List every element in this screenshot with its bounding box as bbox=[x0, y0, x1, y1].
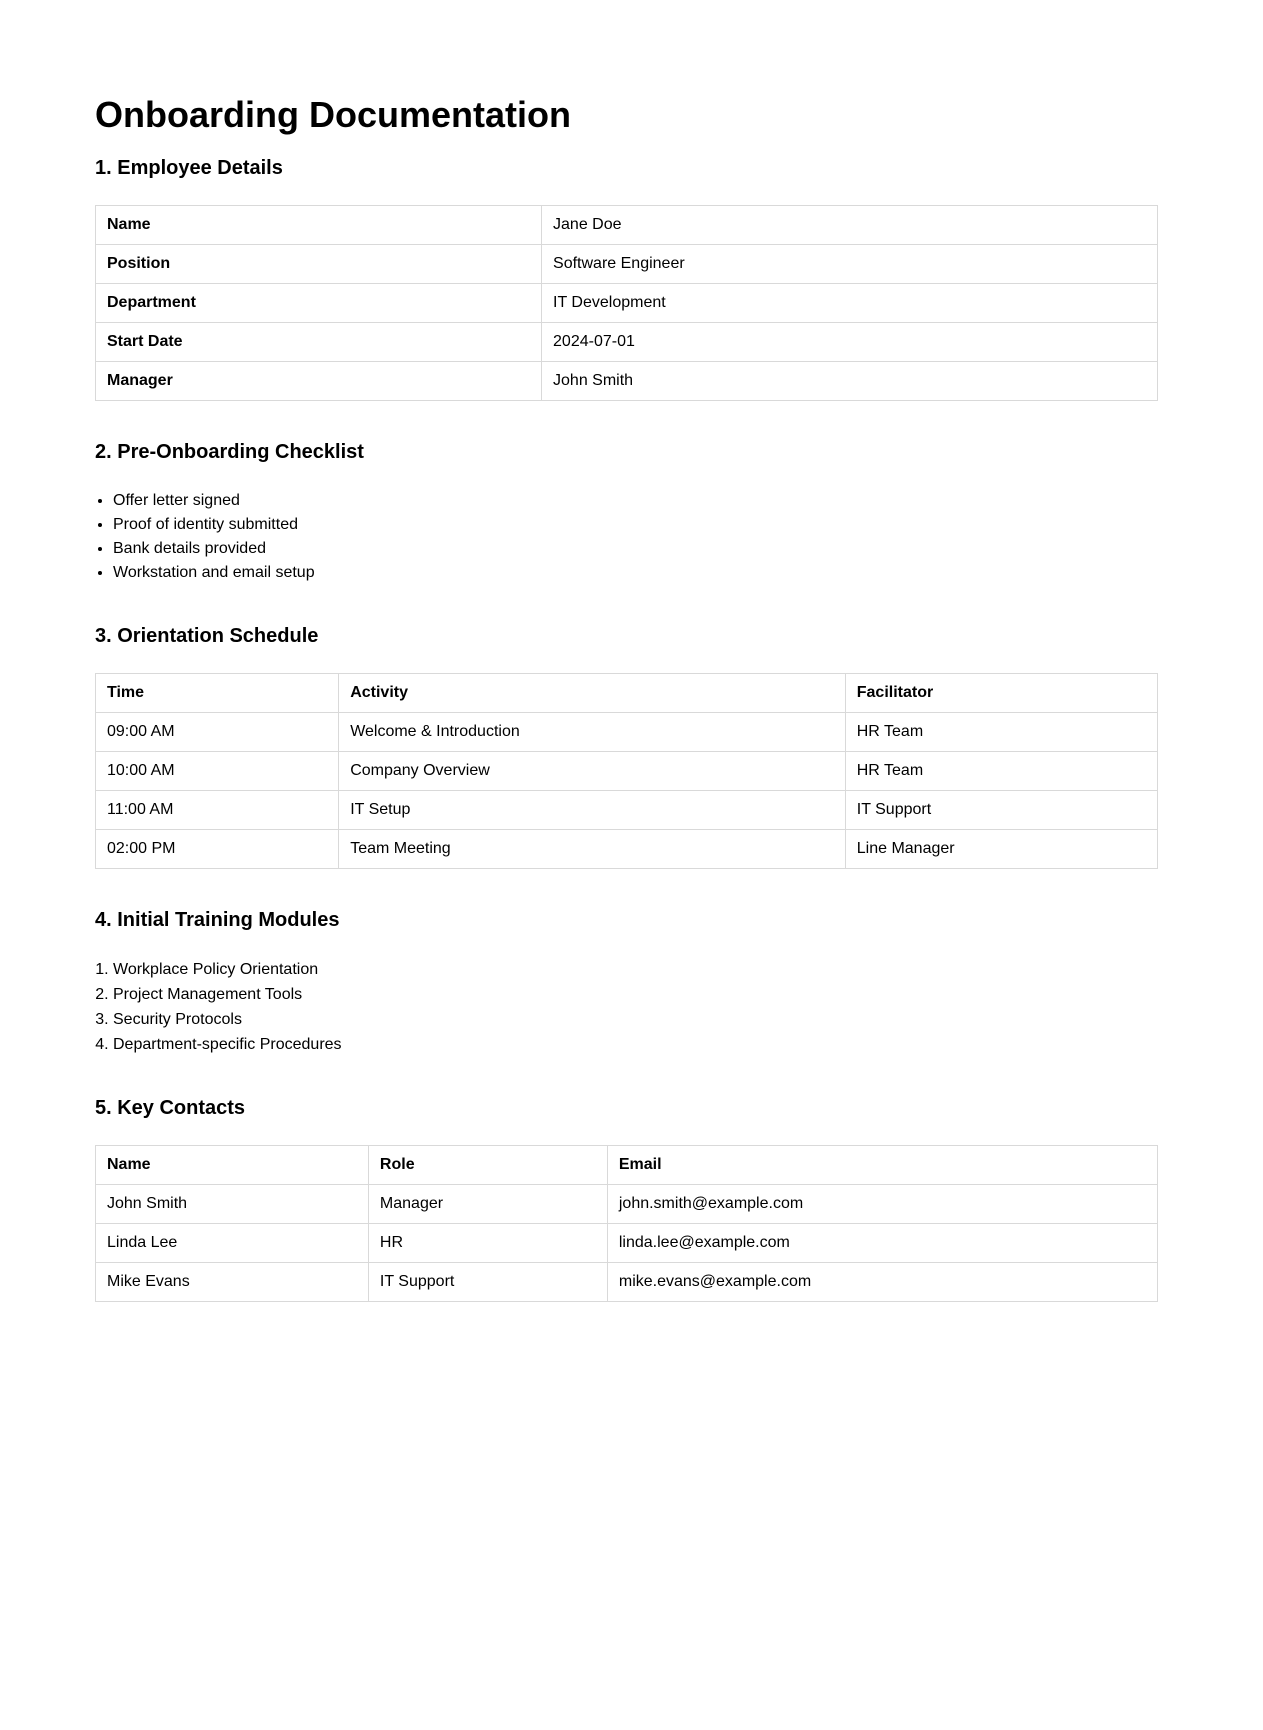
cell-facilitator: IT Support bbox=[845, 791, 1157, 830]
table-header-row bbox=[96, 1146, 1158, 1185]
cell-activity: IT Setup bbox=[339, 791, 846, 830]
table-row bbox=[96, 362, 1158, 401]
cell-facilitator: HR Team bbox=[845, 713, 1157, 752]
cell-email: linda.lee@example.com bbox=[607, 1224, 1157, 1263]
cell-value: Jane Doe bbox=[542, 206, 1158, 245]
cell-value: Software Engineer bbox=[542, 245, 1158, 284]
list-item: 4. Department-specific Procedures bbox=[113, 1032, 1158, 1057]
cell-facilitator: Line Manager bbox=[845, 830, 1157, 869]
cell-label: Department bbox=[96, 284, 542, 323]
cell-time: 11:00 AM bbox=[96, 791, 339, 830]
cell-value: 2024-07-01 bbox=[542, 323, 1158, 362]
table-row bbox=[96, 752, 1158, 791]
cell-value: John Smith bbox=[542, 362, 1158, 401]
table-row bbox=[96, 713, 1158, 752]
orientation-schedule-body bbox=[96, 713, 1158, 869]
key-contacts-body bbox=[96, 1185, 1158, 1302]
table-row bbox=[96, 1224, 1158, 1263]
section-heading-pre-onboarding-checklist: 2. Pre-Onboarding Checklist bbox=[95, 441, 364, 464]
cell-email: john.smith@example.com bbox=[607, 1185, 1157, 1224]
table-header-row bbox=[96, 674, 1158, 713]
table-row bbox=[96, 791, 1158, 830]
cell-name: John Smith bbox=[96, 1185, 369, 1224]
cell-label: Start Date bbox=[96, 323, 542, 362]
pre-onboarding-checklist bbox=[95, 489, 1158, 585]
column-header-time: Time bbox=[96, 674, 339, 713]
cell-label: Manager bbox=[96, 362, 542, 401]
cell-time: 02:00 PM bbox=[96, 830, 339, 869]
table-row bbox=[96, 323, 1158, 362]
table-row bbox=[96, 206, 1158, 245]
list-item: 1. Workplace Policy Orientation bbox=[113, 957, 1158, 982]
column-header-name: Name bbox=[96, 1146, 369, 1185]
orientation-schedule-table bbox=[95, 673, 1158, 869]
key-contacts-table bbox=[95, 1145, 1158, 1302]
column-header-role: Role bbox=[368, 1146, 607, 1185]
cell-value: IT Development bbox=[542, 284, 1158, 323]
cell-role: HR bbox=[368, 1224, 607, 1263]
cell-email: mike.evans@example.com bbox=[607, 1263, 1157, 1302]
cell-facilitator: HR Team bbox=[845, 752, 1157, 791]
employee-details-table bbox=[95, 205, 1158, 401]
section-heading-employee-details: 1. Employee Details bbox=[95, 157, 283, 180]
table-row bbox=[96, 1263, 1158, 1302]
cell-time: 10:00 AM bbox=[96, 752, 339, 791]
column-header-email: Email bbox=[607, 1146, 1157, 1185]
section-heading-orientation-schedule: 3. Orientation Schedule bbox=[95, 625, 319, 648]
section-heading-initial-training-modules: 4. Initial Training Modules bbox=[95, 909, 340, 932]
list-item: 2. Project Management Tools bbox=[113, 982, 1158, 1007]
table-row bbox=[96, 284, 1158, 323]
table-row bbox=[96, 1185, 1158, 1224]
cell-name: Linda Lee bbox=[96, 1224, 369, 1263]
page-title: Onboarding Documentation bbox=[95, 94, 571, 135]
list-item: • Offer letter signed bbox=[113, 489, 1158, 513]
cell-name: Mike Evans bbox=[96, 1263, 369, 1302]
list-item: • Proof of identity submitted bbox=[113, 513, 1158, 537]
list-item: • Bank details provided bbox=[113, 537, 1158, 561]
list-item: 3. Security Protocols bbox=[113, 1007, 1158, 1032]
cell-activity: Team Meeting bbox=[339, 830, 846, 869]
cell-label: Position bbox=[96, 245, 542, 284]
cell-time: 09:00 AM bbox=[96, 713, 339, 752]
cell-label: Name bbox=[96, 206, 542, 245]
section-heading-key-contacts: 5. Key Contacts bbox=[95, 1097, 246, 1120]
column-header-activity: Activity bbox=[339, 674, 846, 713]
list-item: • Workstation and email setup bbox=[113, 561, 1158, 585]
employee-details-body bbox=[96, 206, 1158, 401]
initial-training-modules-list bbox=[95, 957, 1158, 1057]
cell-role: Manager bbox=[368, 1185, 607, 1224]
table-row bbox=[96, 245, 1158, 284]
cell-role: IT Support bbox=[368, 1263, 607, 1302]
cell-activity: Welcome & Introduction bbox=[339, 713, 846, 752]
column-header-facilitator: Facilitator bbox=[845, 674, 1157, 713]
table-row bbox=[96, 830, 1158, 869]
cell-activity: Company Overview bbox=[339, 752, 846, 791]
